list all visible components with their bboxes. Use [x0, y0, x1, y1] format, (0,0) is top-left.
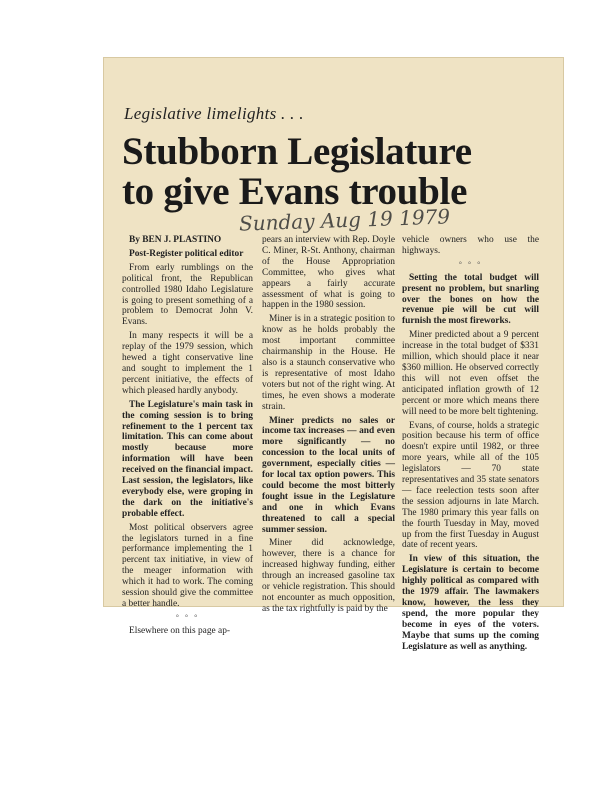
paragraph: In many respects it will be a replay of the 1979 session, which hewed a tight conservative line and sought to implement the 1 percent initiative, the effects of which pleased hardly anybody. — [122, 331, 253, 396]
paragraph: Miner did acknowledge, however, there is a chance for increased highway funding, either through an increased gasoline tax or vehicle registration. This should not encounter as much opposition, as the tax rightfully is paid by the — [262, 538, 395, 614]
paragraph: pears an interview with Rep. Doyle C. Miner, R-St. Anthony, chairman of the House Appropriation Committee, who gives what appears a fairly accurate assessment of what is going to happen in the 1980 session. — [262, 235, 395, 311]
newspaper-clipping — [104, 58, 563, 652]
paragraph: Miner predicted about a 9 percent increase in the total budget of $331 million, which should place it near $360 million. He observed correctly this will not even offset the anticipated inflation growth of 12 percent or more which means there will need to be more belt tightening. — [402, 330, 539, 417]
headline-line-2: to give Evans trouble — [122, 170, 468, 213]
paragraph-bold: Miner predicts no sales or income tax increases — and even more significantly — no concession to the local units of government, especially cities — for local tax option powers. This could become the most bitterly fought issue in the Legislature and one in which Evans threatened to call a special summer session. — [262, 415, 395, 535]
paragraph: Evans, of course, holds a strategic position because his term of office doesn't expire until 1982, or three more years, while all of the 105 legislators — 70 state representatives and 35 state senators — face reelection tests soon after the session adjourns in late March. The 1980 primary this year falls on the fourth Tuesday in May, moved up from the first Tuesday in August date of recent years. — [402, 420, 539, 551]
paragraph: vehicle owners who use the highways. — [402, 235, 539, 256]
paragraph: Elsewhere on this page ap- — [129, 625, 231, 636]
paragraph-bold: In view of this situation, the Legislature is certain to become highly political as compared with the 1979 affair. The lawmakers know, however, the less they spend, the more popular they become in eyes of the voters. Maybe that sums up the coming Legislature as well as anything. — [402, 554, 539, 652]
section-separator: ° ° ° — [175, 612, 200, 622]
section-separator: ° ° ° — [458, 259, 483, 269]
article-column-1 — [122, 235, 253, 640]
byline: By BEN J. PLASTINO — [129, 235, 222, 245]
headline — [122, 132, 552, 212]
paragraph-bold: The Legislature's main task in the coming session is to bring refinement to the 1 percent tax limitation. This can come about mostly because more information will have been received on the financial impact. Last session, the legislators, like everybody else, were groping in the dark on the initiative's probable effect. — [122, 399, 253, 519]
article-column-3 — [402, 235, 539, 656]
paragraph-bold: Setting the total budget will present no problem, but snarling over the bones on how the revenue pie will be cut will furnish the most fireworks. — [402, 272, 539, 327]
headline-line-1: Stubborn Legislature — [122, 130, 472, 173]
paragraph: Most political observers agree the legislators turned in a fine performance implementing the 1 percent tax initiative, in view of the meager information with which it had to work. The coming session should give the committee a better handle. — [122, 522, 253, 609]
paragraph: Miner is in a strategic position to know as he holds probably the most important committee chairmanship in the House. He also is a staunch conservative who is representative of most Idaho voters but not of the right wing. At times, he even shows a moderate strain. — [262, 314, 395, 412]
byline-title: Post-Register political editor — [129, 248, 244, 259]
kicker: Legislative limelights . . . — [124, 104, 304, 123]
paragraph: From early rumblings on the political front, the Republican controlled 1980 Idaho Legislature is going to present something of a problem to Democrat John V. Evans. — [122, 262, 253, 328]
handwritten-date: Sunday Aug 19 1979 — [238, 204, 451, 236]
article-column-2 — [262, 235, 395, 618]
